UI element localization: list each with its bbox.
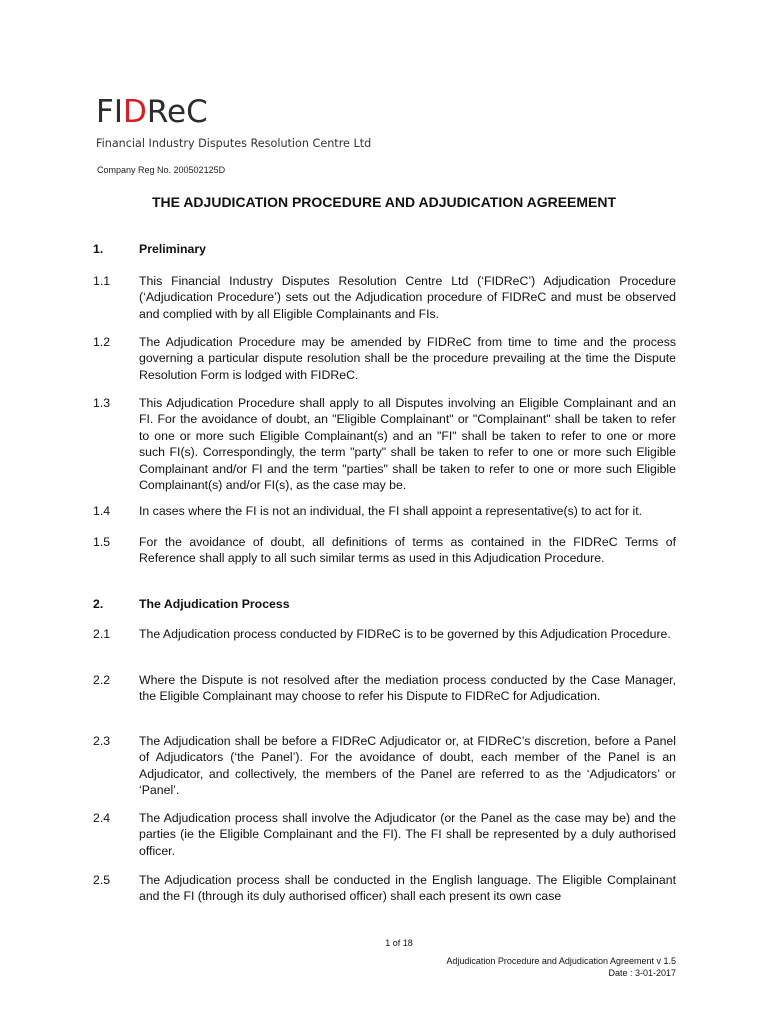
clause-number: 2.3 <box>93 734 111 748</box>
clause <box>93 672 676 705</box>
clause-number: 1.4 <box>93 504 111 518</box>
clause <box>93 534 676 567</box>
clause-number: 2.5 <box>93 873 111 887</box>
clause-number: 1.1 <box>93 274 111 288</box>
clause <box>93 733 676 799</box>
clause-text: The Adjudication process shall be conducted in the English language. The Eligible Complainant and the FI (through its duly authorised officer) shall each present its own case <box>139 873 676 904</box>
clause-text: The Adjudication process conducted by FIDReC is to be governed by this Adjudication Procedure. <box>139 627 671 641</box>
document-version: Adjudication Procedure and Adjudication Agreement v 1.5 <box>446 956 676 966</box>
clause <box>93 334 676 383</box>
section-heading <box>93 241 676 257</box>
clause-number: 1.5 <box>93 535 111 549</box>
document-date: Date : 3-01-2017 <box>608 968 676 978</box>
clause-number: 1.2 <box>93 335 111 349</box>
page-number: 1 of 18 <box>385 938 413 948</box>
section-title: Preliminary <box>139 242 206 256</box>
document-title: THE ADJUDICATION PROCEDURE AND ADJUDICATION AGREEMENT <box>151 194 617 210</box>
clause-text: Where the Dispute is not resolved after the mediation process conducted by the Case Manager, the Eligible Complainant may choose to refer his Dispute to FIDReC for Adjudication. <box>139 673 676 704</box>
section-heading <box>93 596 676 612</box>
clause-number: 1.3 <box>93 396 111 410</box>
clause-text: For the avoidance of doubt, all definitions of terms as contained in the FIDReC Terms of Reference shall apply to all such similar terms as used in this Adjudication Procedure. <box>139 535 676 566</box>
clause-number: 2.4 <box>93 811 111 825</box>
clause-number: 2.2 <box>93 673 111 687</box>
clause-number: 2.1 <box>93 627 111 641</box>
document-footer <box>446 955 676 979</box>
section-number: 1. <box>93 242 104 256</box>
logo-wordmark: FIDReC <box>96 94 208 130</box>
clause <box>93 395 676 493</box>
clause <box>93 810 676 859</box>
clause <box>93 626 676 642</box>
section-number: 2. <box>93 597 104 611</box>
clause-text: The Adjudication Procedure may be amended by FIDReC from time to time and the process governing a particular dispute resolution shall be the procedure prevailing at the time the Dispute Resolution Form is lodged with FIDReC. <box>139 335 676 382</box>
company-reg-number: Company Reg No. 200502125D <box>97 165 226 175</box>
fidrec-logo <box>96 94 372 150</box>
clause-text: This Adjudication Procedure shall apply to all Disputes involving an Eligible Complainant and an FI. For the avoidance of doubt, an "Eligible Complainant" or "Complainant" shall be taken to refer to one or more such Eligible Complainant(s) and an "FI" shall be taken to refer to one or more such FI(s). Correspondingly, the term "party" shall be taken to refer to one or more such Eligible Complainant and/or FI and the term "parties" shall be taken to refer to one or more such Eligible Complainant(s) and/or FI(s), as the case may be. <box>139 396 676 493</box>
clause <box>93 273 676 322</box>
clause-text: In cases where the FI is not an individual, the FI shall appoint a representative(s) to act for it. <box>139 504 643 518</box>
clause <box>93 872 676 905</box>
clause-text: This Financial Industry Disputes Resolution Centre Ltd (‘FIDReC’) Adjudication Procedure (‘Adjudication Procedure’) sets out the Adjudication procedure of FIDReC and must be observed and complied with by all Eligible Complainants and FIs. <box>139 274 676 321</box>
clause <box>93 503 676 519</box>
section-title: The Adjudication Process <box>139 597 290 611</box>
clause-text: The Adjudication process shall involve the Adjudicator (or the Panel as the case may be) and the parties (ie the Eligible Complainant and the FI). The FI shall be represented by a duly authorised officer. <box>139 811 676 858</box>
organisation-name: Financial Industry Disputes Resolution Centre Ltd <box>96 137 372 150</box>
clause-text: The Adjudication shall be before a FIDReC Adjudicator or, at FIDReC’s discretion, before a Panel of Adjudicators (‘the Panel’). For the avoidance of doubt, each member of the Panel is an Adjudicator, and collectively, the members of the Panel are referred to as the ‘Adjudicators’ or ‘Panel’. <box>139 734 676 798</box>
